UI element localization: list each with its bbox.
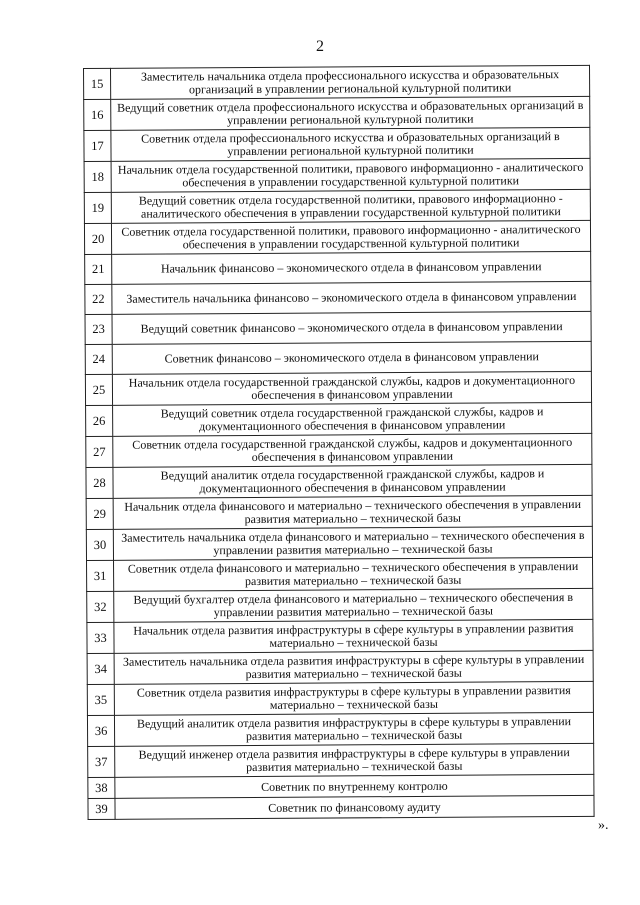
position-title: Советник отдела профессионального искусства и образовательных организаций в управлении региональной культурной политики [111,127,590,161]
table-row [85,311,591,344]
row-number: 31 [87,560,114,591]
table-row [87,712,593,746]
table-row [87,588,593,622]
position-title: Начальник отдела развития инфраструктуры в сфере культуры в управлении развития материально – технической базы [114,619,593,653]
position-title: Ведущий советник финансово – экономического отдела в финансовом управлении [112,311,591,344]
positions-table [83,65,595,820]
page-number: 2 [316,38,324,55]
table-row [86,464,592,498]
table-row [87,557,593,591]
row-number: 26 [86,405,113,436]
position-title: Начальник отдела финансового и материально – технического обеспечения в управлении развития материально – технической базы [113,495,592,529]
table-row [84,65,590,99]
position-title: Советник отдела государственной политики, правового информационно - аналитического обеспечения в управлении государственной культурной политики [111,220,590,254]
table-row [85,341,591,374]
row-number: 29 [86,498,113,529]
position-title: Начальник финансово – экономического отдела в финансовом управлении [112,251,591,284]
table-row [87,650,593,684]
row-number: 36 [87,715,114,746]
position-title: Ведущий бухгалтер отдела финансового и материально – технического обеспечения в управлении развития материально – технической базы [114,588,593,622]
row-number: 30 [86,529,113,560]
row-number: 35 [87,684,114,715]
table-row [87,681,593,715]
row-number: 37 [88,746,115,777]
table-row [84,220,590,254]
row-number: 34 [87,653,114,684]
table-row [84,189,590,223]
row-number: 17 [84,130,111,161]
position-title: Ведущий инженер отдела развития инфраструктуры в сфере культуры в управлении развития материально – технической базы [115,743,594,777]
row-number: 16 [84,99,111,130]
position-title: Советник отдела государственной гражданской службы, кадров и документационного обеспечения в финансовом управлении [113,433,592,467]
row-number: 33 [87,622,114,653]
positions-table-body [84,65,595,819]
row-number: 22 [85,284,112,314]
position-title: Советник финансово – экономического отдела в финансовом управлении [112,341,591,374]
position-title: Ведущий советник отдела профессионального искусства и образовательных организаций в управлении региональной культурной политики [111,96,590,130]
position-title: Начальник отдела государственной гражданской службы, кадров и документационного обеспечения в финансовом управлении [112,371,591,405]
closing-quote-mark: ». [598,818,609,833]
row-number: 23 [85,314,112,344]
table-row [86,402,592,436]
row-number: 20 [84,223,111,254]
row-number: 39 [88,798,115,819]
table-row [85,371,591,405]
row-number: 19 [84,192,111,223]
table-row [84,96,590,130]
position-title: Советник по внутреннему контролю [115,774,594,798]
row-number: 32 [87,591,114,622]
position-title: Заместитель начальника отдела профессионального искусства и образовательных организаций в управлении региональной культурной политики [111,65,590,99]
row-number: 24 [85,344,112,374]
table-row [84,127,590,161]
row-number: 18 [84,161,111,192]
position-title: Советник отдела финансового и материально – технического обеспечения в управлении развития материально – технической базы [114,557,593,591]
position-title: Ведущий советник отдела государственной политики, правового информационно - аналитического обеспечения в управлении государственной культурной политики [111,189,590,223]
table-row [85,281,591,314]
table-row [85,251,591,284]
position-title: Заместитель начальника отдела финансового и материально – технического обеспечения в управлении развития материально – технической базы [113,526,592,560]
table-row [84,158,590,192]
row-number: 15 [84,68,111,99]
row-number: 38 [88,777,115,798]
table-row [88,795,594,819]
table-row [88,743,594,777]
row-number: 21 [85,254,112,284]
position-title: Заместитель начальника отдела развития инфраструктуры в сфере культуры в управлении развития материально – технической базы [114,650,593,684]
position-title: Советник по финансовому аудиту [115,795,594,819]
position-title: Ведущий аналитик отдела развития инфраструктуры в сфере культуры в управлении развития материально – технической базы [114,712,593,746]
position-title: Ведущий советник отдела государственной гражданской службы, кадров и документационного обеспечения в финансовом управлении [113,402,592,436]
position-title: Советник отдела развития инфраструктуры в сфере культуры в управлении развития материально – технической базы [114,681,593,715]
position-title: Заместитель начальника финансово – экономического отдела в финансовом управлении [112,281,591,314]
row-number: 25 [85,374,112,405]
position-title: Ведущий аналитик отдела государственной гражданской службы, кадров и документационного обеспечения в финансовом управлении [113,464,592,498]
row-number: 28 [86,467,113,498]
table-row [86,526,592,560]
table-row [86,433,592,467]
table-row [87,619,593,653]
row-number: 27 [86,436,113,467]
position-title: Начальник отдела государственной политики, правового информационно - аналитического обеспечения в управлении государственной культурной политики [111,158,590,192]
table-row [86,495,592,529]
